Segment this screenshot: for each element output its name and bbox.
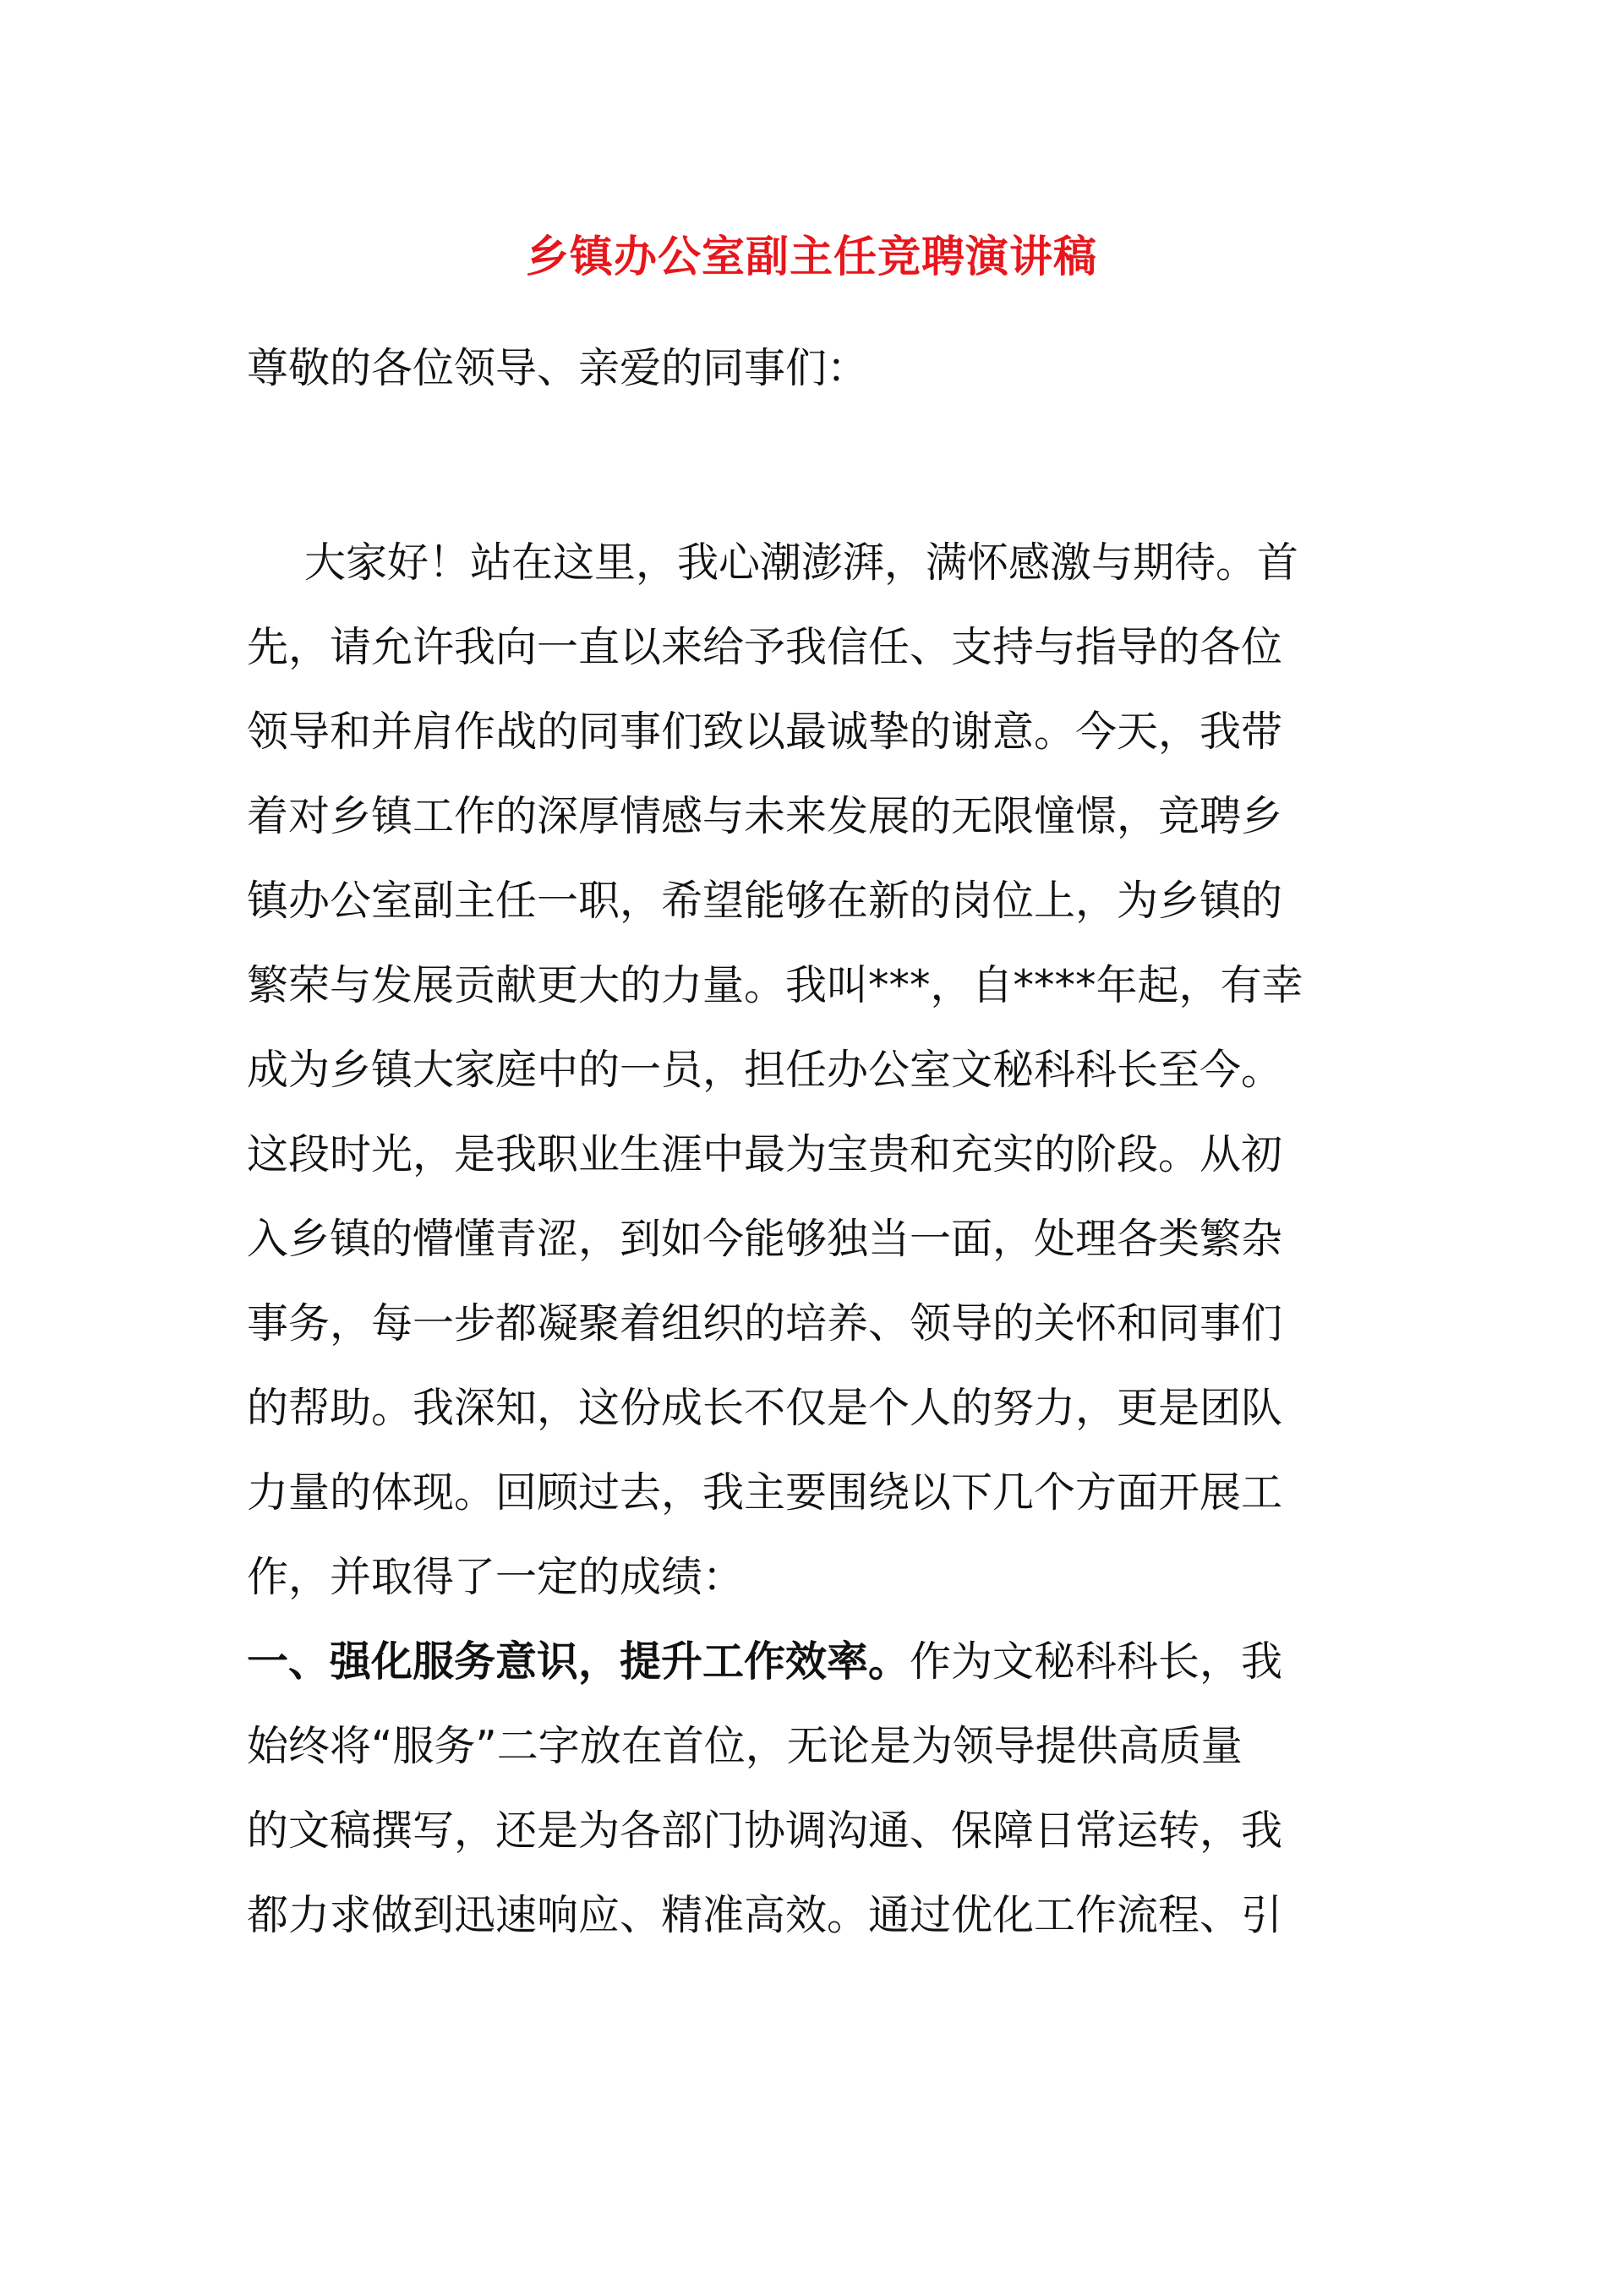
paragraph-line: 作，并取得了一定的成绩：: [247, 1553, 745, 1601]
section-line: 都力求做到迅速响应、精准高效。通过优化工作流程、引: [247, 1891, 1283, 1939]
paragraph-line: 大家好！站在这里，我心潮澎湃，满怀感激与期待。首: [304, 538, 1299, 587]
paragraph-line: 着对乡镇工作的深厚情感与未来发展的无限憧憬，竞聘乡: [247, 792, 1283, 840]
document-title: 乡镇办公室副主任竞聘演讲稿: [525, 232, 1097, 282]
paragraph-line: 领导和并肩作战的同事们致以最诚挚的谢意。今天，我带: [247, 708, 1283, 756]
paragraph-line: 繁荣与发展贡献更大的力量。我叫***，自****年起，有幸: [247, 961, 1303, 1009]
section-line: 始终将“服务”二字放在首位，无论是为领导提供高质量: [247, 1722, 1243, 1770]
paragraph-line: 入乡镇的懵懂青涩，到如今能够独当一面，处理各类繁杂: [247, 1215, 1283, 1263]
section-1-first-line: [247, 1620, 1380, 1704]
paragraph-line: 这段时光，是我职业生涯中最为宝贵和充实的阶段。从初: [247, 1130, 1283, 1178]
document-body: [247, 521, 1380, 1958]
section-1-heading: 一、强化服务意识，提升工作效率。: [247, 1637, 910, 1686]
salutation: 尊敬的各位领导、亲爱的同事们：: [247, 344, 869, 392]
paragraph-line: 先，请允许我向一直以来给予我信任、支持与指导的各位: [247, 623, 1283, 671]
section-1-text: 作为文秘科科长，我: [910, 1637, 1283, 1686]
paragraph-line: 镇办公室副主任一职，希望能够在新的岗位上，为乡镇的: [247, 877, 1283, 925]
paragraph-line: 的帮助。我深知，这份成长不仅是个人的努力，更是团队: [247, 1384, 1283, 1432]
paragraph-line: 成为乡镇大家庭中的一员，担任办公室文秘科科长至今。: [247, 1046, 1283, 1094]
paragraph-line: 事务，每一步都凝聚着组织的培养、领导的关怀和同事们: [247, 1299, 1283, 1348]
section-line: 的文稿撰写，还是为各部门协调沟通、保障日常运转，我: [247, 1807, 1283, 1855]
paragraph-line: 力量的体现。回顾过去，我主要围绕以下几个方面开展工: [247, 1468, 1283, 1517]
